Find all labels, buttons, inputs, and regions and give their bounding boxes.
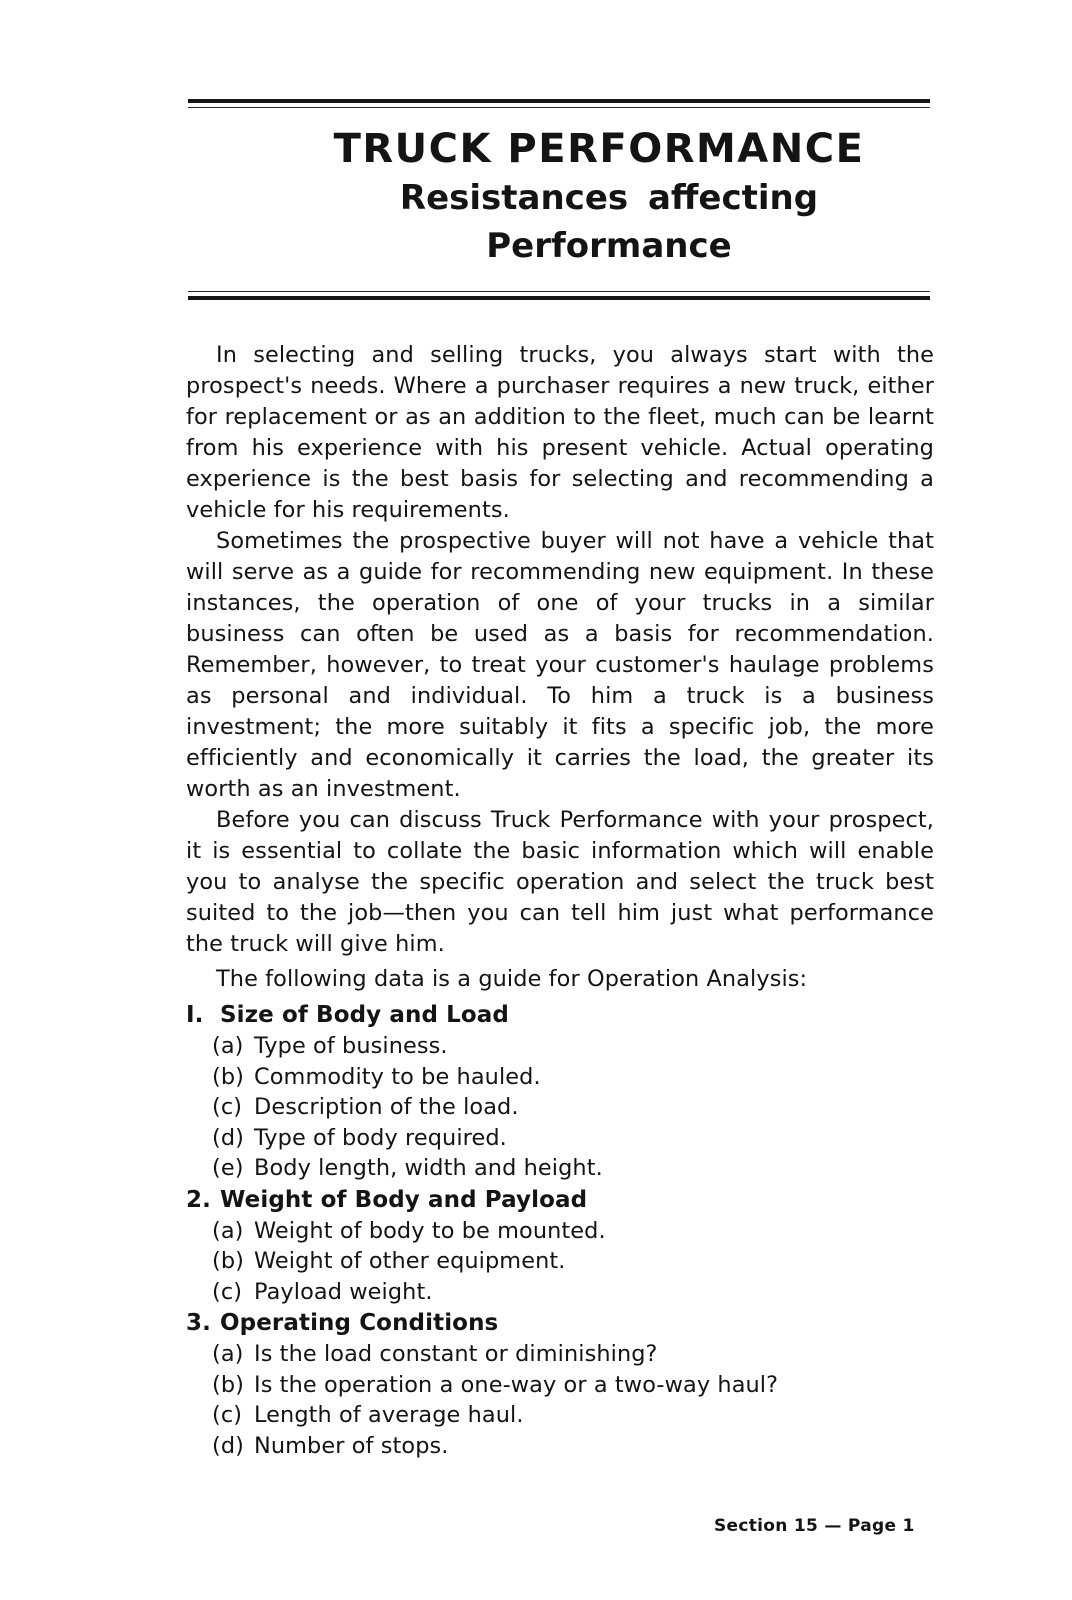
item-text: Body length, width and height. <box>254 1155 603 1181</box>
list-item <box>212 1246 934 1277</box>
item-letter: (b) <box>212 1371 244 1398</box>
section-number: 3. <box>186 1310 211 1336</box>
section-title: Operating Conditions <box>220 1310 499 1336</box>
item-letter: (c) <box>212 1402 243 1428</box>
item-text: Payload weight. <box>254 1278 433 1305</box>
section-1 <box>186 999 934 1184</box>
item-letter: (a) <box>212 1341 244 1367</box>
page-subtitle-line-2: Performance <box>486 226 732 266</box>
section-heading <box>186 1184 934 1216</box>
divider <box>188 107 930 108</box>
list-item <box>212 1339 934 1370</box>
item-letter: (b) <box>212 1248 244 1274</box>
list-item <box>212 1277 934 1308</box>
list-item <box>212 1062 934 1093</box>
section-heading <box>186 999 934 1031</box>
item-letter: (c) <box>212 1278 243 1305</box>
item-text: Weight of body to be mounted. <box>254 1217 606 1244</box>
list-intro: The following data is a guide for Operation Analysis: <box>216 966 808 992</box>
item-text: Length of average haul. <box>254 1402 524 1428</box>
item-letter: (d) <box>212 1124 244 1151</box>
section-title: Weight of Body and Payload <box>220 1186 588 1213</box>
page-header <box>188 124 930 270</box>
document-body <box>186 340 934 1461</box>
list-item <box>212 1123 934 1154</box>
item-letter: (a) <box>212 1217 244 1244</box>
list-item <box>212 1370 934 1401</box>
item-text: Type of business. <box>254 1033 448 1059</box>
item-letter: (c) <box>212 1094 243 1120</box>
item-text: Weight of other equipment. <box>254 1248 566 1274</box>
section-number: 2. <box>186 1186 211 1213</box>
section-number: I. <box>186 1002 204 1028</box>
section-title: Size of Body and Load <box>220 1002 509 1028</box>
page-title: TRUCK PERFORMANCE <box>333 126 865 172</box>
paragraph-2: Sometimes the prospective buyer will not have a vehicle that will serve as a guide for recommending new equipment. In these instances, the operation of one of your trucks in a similar business can often be used as a basis for recommendation. Remember, however, to treat your customer's haulage problems as personal and individual. To him a truck is a business investment; the more suitably it fits a specific job, the more efficiently and economically it carries the load, the greater its worth as an investment. <box>186 528 934 802</box>
divider <box>188 296 930 300</box>
paragraph-3: Before you can discuss Truck Performance with your prospect, it is essential to collate the basic information which will enable you to analyse the specific operation and select the truck best suited to the job—then you can tell him just what performance the truck will give him. <box>186 807 934 957</box>
item-letter: (b) <box>212 1063 244 1090</box>
item-text: Is the operation a one-way or a two-way haul? <box>254 1371 779 1398</box>
item-text: Type of body required. <box>254 1124 507 1151</box>
item-text: Is the load constant or diminishing? <box>254 1341 658 1367</box>
item-text: Description of the load. <box>254 1094 519 1120</box>
header-rule-top <box>188 99 930 108</box>
paragraph-1: In selecting and selling trucks, you always start with the prospect's needs. Where a purchaser requires a new truck, either for replacement or as an addition to the fleet, much can be learnt from his experience with his present vehicle. Actual operating experience is the best basis for selecting and recommending a vehicle for his requirements. <box>186 342 934 523</box>
list-item <box>212 1400 934 1431</box>
list-item <box>212 1216 934 1247</box>
divider <box>188 99 930 103</box>
item-letter: (a) <box>212 1033 244 1059</box>
list-item <box>212 1092 934 1123</box>
divider <box>188 291 930 292</box>
section-heading <box>186 1307 934 1339</box>
item-text: Commodity to be hauled. <box>254 1063 541 1090</box>
header-rule-bottom <box>188 291 930 300</box>
list-item <box>212 1031 934 1062</box>
list-item <box>212 1431 934 1462</box>
item-text: Number of stops. <box>254 1432 449 1459</box>
page-subtitle-line-1: Resistances affecting <box>399 178 819 218</box>
item-letter: (e) <box>212 1155 244 1181</box>
list-item <box>212 1153 934 1184</box>
section-3 <box>186 1307 934 1461</box>
item-letter: (d) <box>212 1432 244 1459</box>
page-footer-label: Section 15 — Page 1 <box>714 1516 915 1536</box>
section-2 <box>186 1184 934 1308</box>
